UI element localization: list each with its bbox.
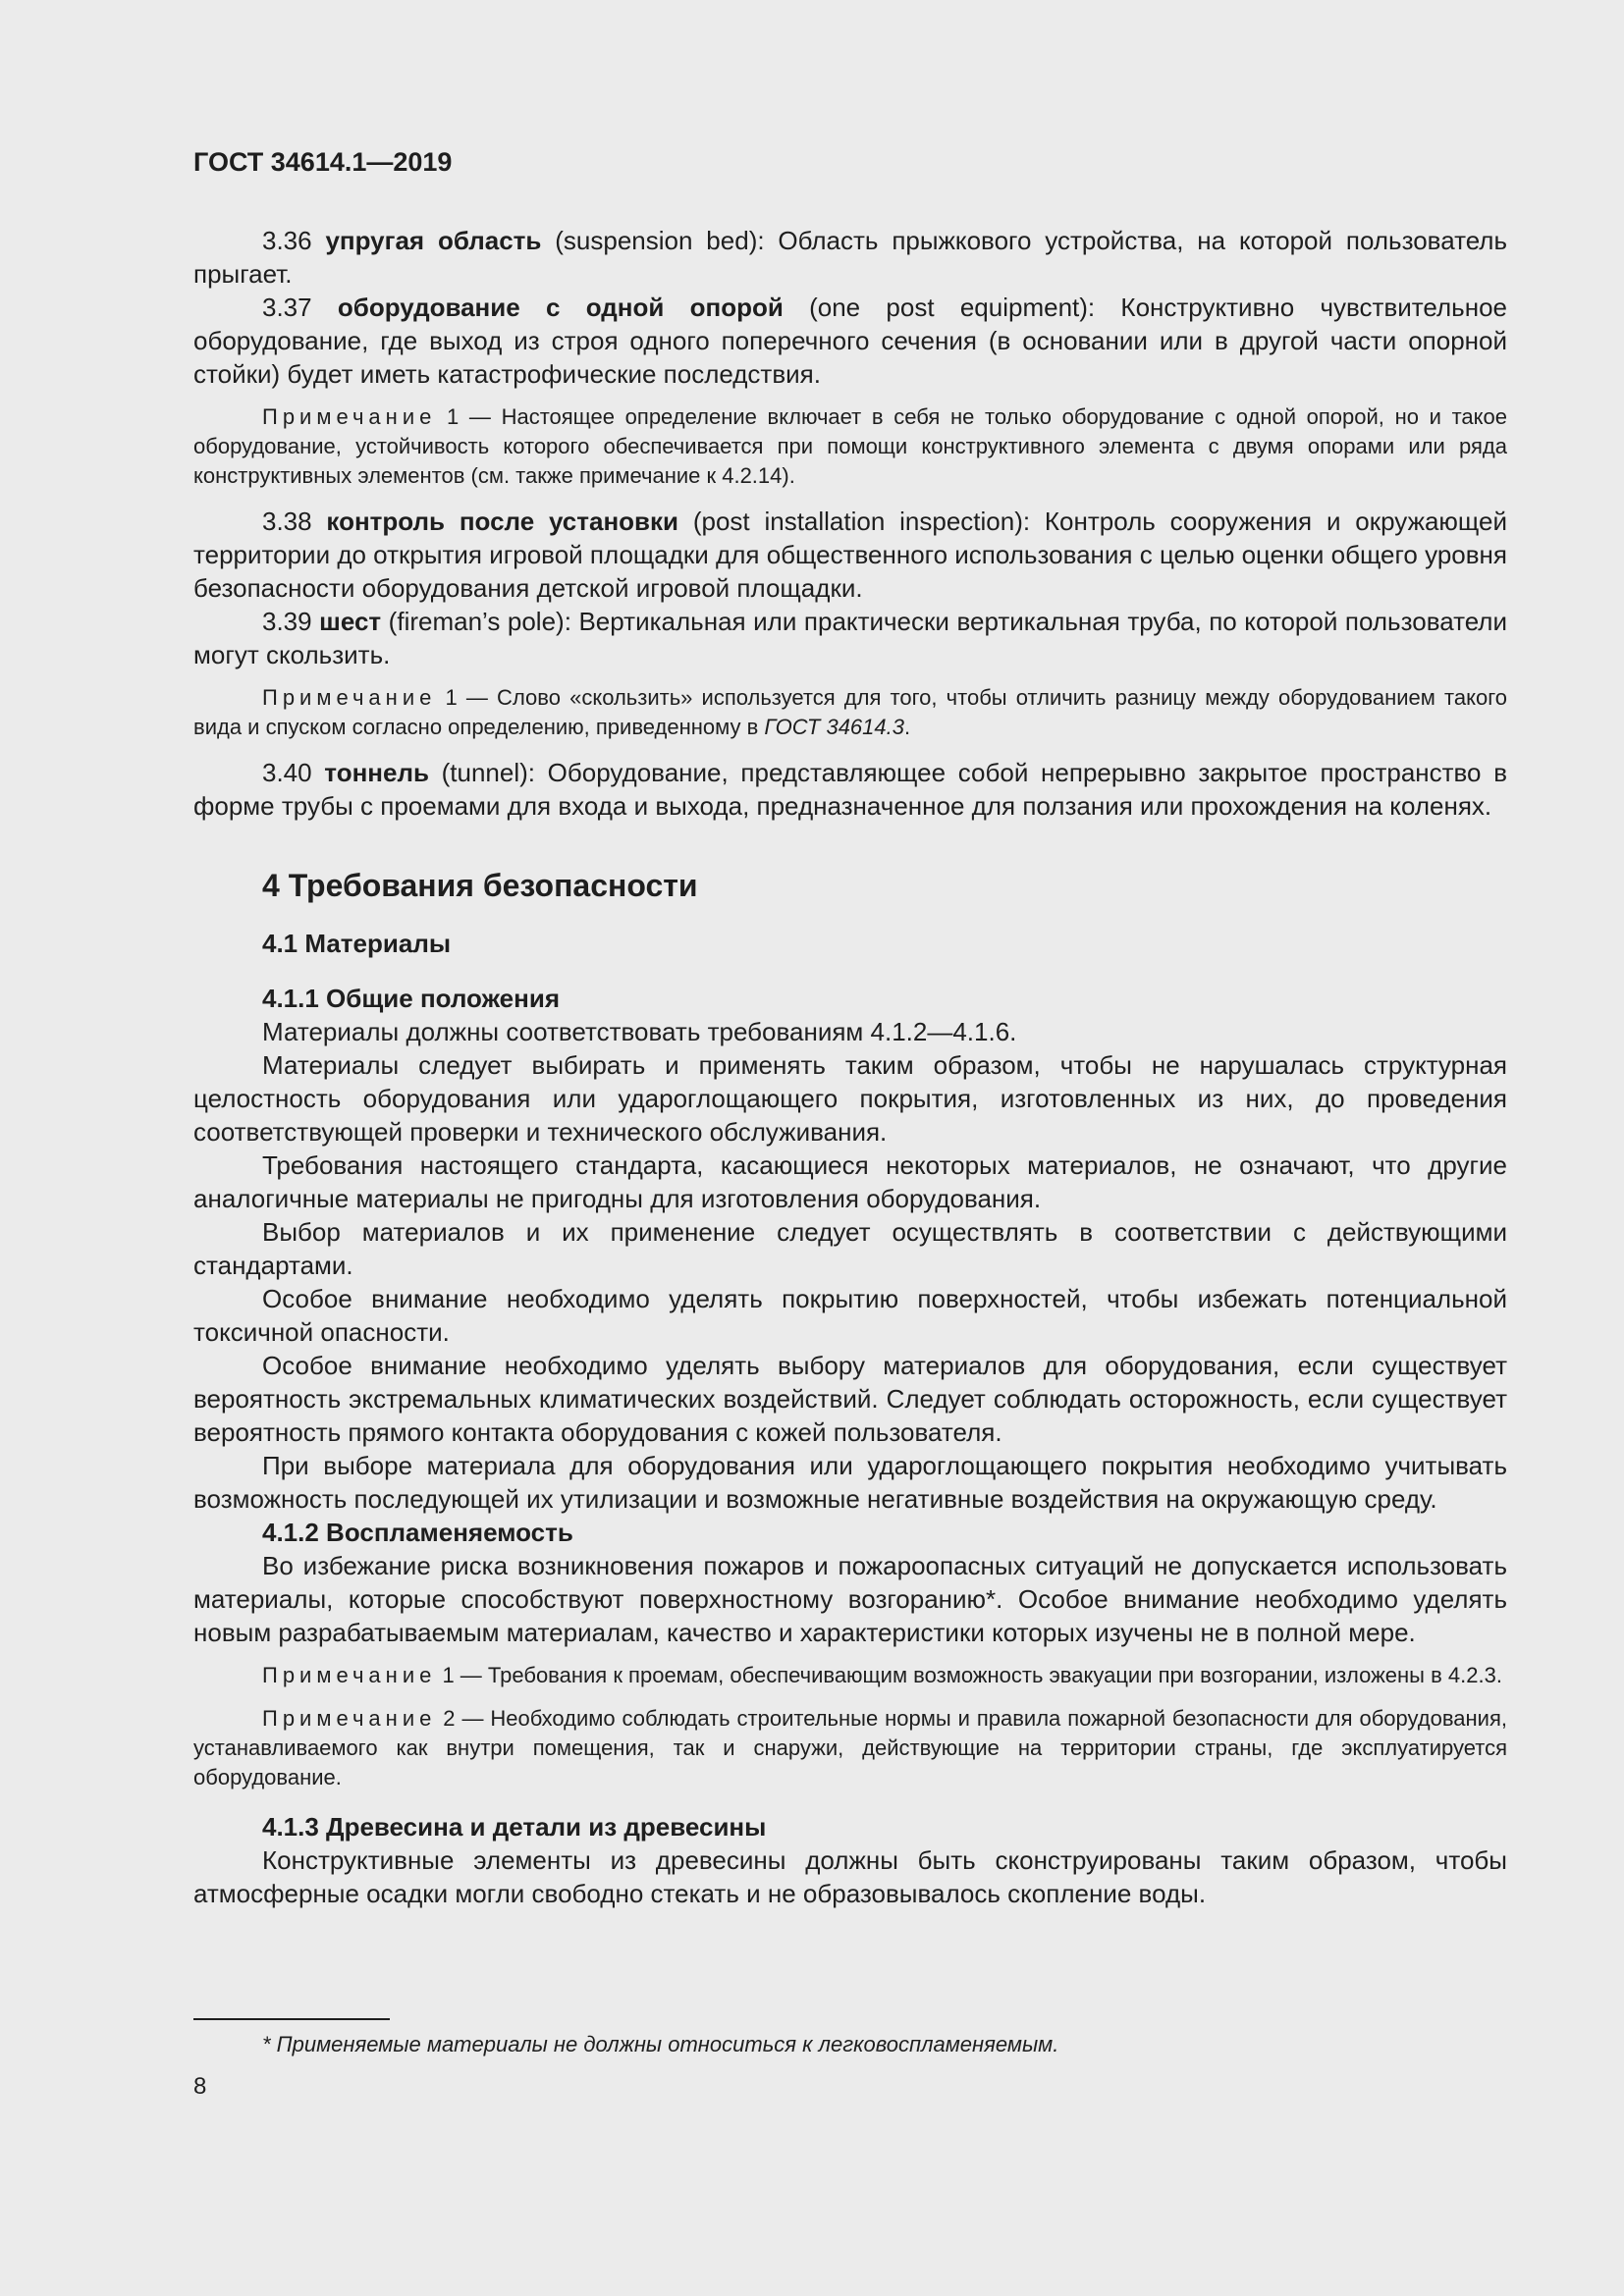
term-3-36: 3.36 упругая область (suspension bed): Область прыжкового устройства, на которой пользователь прыгает. [193,226,1508,289]
paragraph: Выбор материалов и их применение следует осуществлять в соответствии с действующими стандартами. [193,1217,1507,1280]
document-body [193,224,1507,1910]
note-4-1-2-1: Примечание 1 — Требования к проемам, обеспечивающим возможность эвакуации при возгорании, изложены в 4.2.3. [262,1663,1502,1687]
paragraph: Во избежание риска возникновения пожаров и пожароопасных ситуаций не допускается использовать материалы, которые способствуют поверхностному возгоранию*. Особое внимание необходимо уделять новым разрабатываемым материалам, качество и характеристики которых изучены не в полной мере. [193,1551,1507,1647]
page-header: ГОСТ 34614.1—2019 [193,147,453,177]
paragraph: Особое внимание необходимо уделять выбору материалов для оборудования, если существует вероятность экстремальных климатических воздействий. Следует соблюдать осторожность, если существует вероятность прямого контакта оборудования с кожей пользователя. [193,1351,1507,1447]
paragraph: Особое внимание необходимо уделять покрытию поверхностей, чтобы избежать потенциальной токсичной опасности. [193,1284,1507,1347]
footnote-divider [193,2018,390,2020]
section-4-1-1-heading: 4.1.1 Общие положения [262,984,560,1013]
note-4-1-2-2: Примечание 2 — Необходимо соблюдать строительные нормы и правила пожарной безопасности для оборудования, устанавливаемого как внутри помещения, так и снаружи, действующие на территории страны, где эксплуатируется оборудование. [193,1706,1507,1789]
footnote: * Применяемые материалы не должны относиться к легковоспламеняемым. [262,2032,1059,2056]
term-3-38: 3.38 контроль после установки (post installation inspection): Контроль сооружения и окружающей территории до открытия игровой площадки для общественного использования с целью оценки общего уровня безопасности оборудования детской игровой площадки. [193,507,1508,603]
term-3-39: 3.39 шест (fireman’s pole): Вертикальная или практически вертикальная труба, по которой пользователи могут скользить. [193,607,1508,669]
paragraph: Конструктивные элементы из древесины должны быть сконструированы таким образом, чтобы атмосферные осадки могли свободно стекать и не образовывалось скопление воды. [193,1845,1507,1908]
paragraph: Требования настоящего стандарта, касающиеся некоторых материалов, не означают, что другие аналогичные материалы не пригодны для изготовления оборудования. [193,1150,1507,1213]
page-number: 8 [193,2073,207,2100]
term-3-40: 3.40 тоннель (tunnel): Оборудование, представляющее собой непрерывно закрытое пространство в форме трубы с проемами для входа и выхода, предназначенное для ползания или прохождения на коленях. [193,758,1508,821]
note-3-37: Примечание 1 — Настоящее определение включает в себя не только оборудование с одной опорой, но и такое оборудование, устойчивость которого обеспечивается при помощи конструктивного элемента с двумя опорами или ряда конструктивных элементов (см. также примечание к 4.2.14). [193,404,1507,488]
standard-reference: ГОСТ 34614.3 [764,715,904,739]
section-4-heading: 4 Требования безопасности [262,868,698,903]
term-3-37: 3.37 оборудование с одной опорой (one post equipment): Конструктивно чувствительное оборудование, где выход из строя одного поперечного сечения (в основании или в другой части опорной стойки) будет иметь катастрофические последствия. [193,293,1507,389]
paragraph: Материалы должны соответствовать требованиям 4.1.2—4.1.6. [262,1017,1017,1046]
paragraph: Материалы следует выбирать и применять таким образом, чтобы не нарушалась структурная целостность оборудования или удароглощающего покрытия, изготовленных из них, до проведения соответствующей проверки и технического обслуживания. [193,1050,1507,1147]
note-3-39: Примечание 1 — Слово «скользить» используется для того, чтобы отличить разницу между оборудованием такого вида и спуском согласно определению, приведенному в ГОСТ 34614.3. [193,685,1507,739]
section-4-1-heading: 4.1 Материалы [262,929,452,958]
section-4-1-3-heading: 4.1.3 Древесина и детали из древесины [262,1812,767,1842]
paragraph: При выборе материала для оборудования или удароглощающего покрытия необходимо учитывать возможность последующей их утилизации и возможные негативные воздействия на окружающую среду. [193,1451,1507,1514]
section-4-1-2-heading: 4.1.2 Воспламеняемость [262,1518,573,1547]
